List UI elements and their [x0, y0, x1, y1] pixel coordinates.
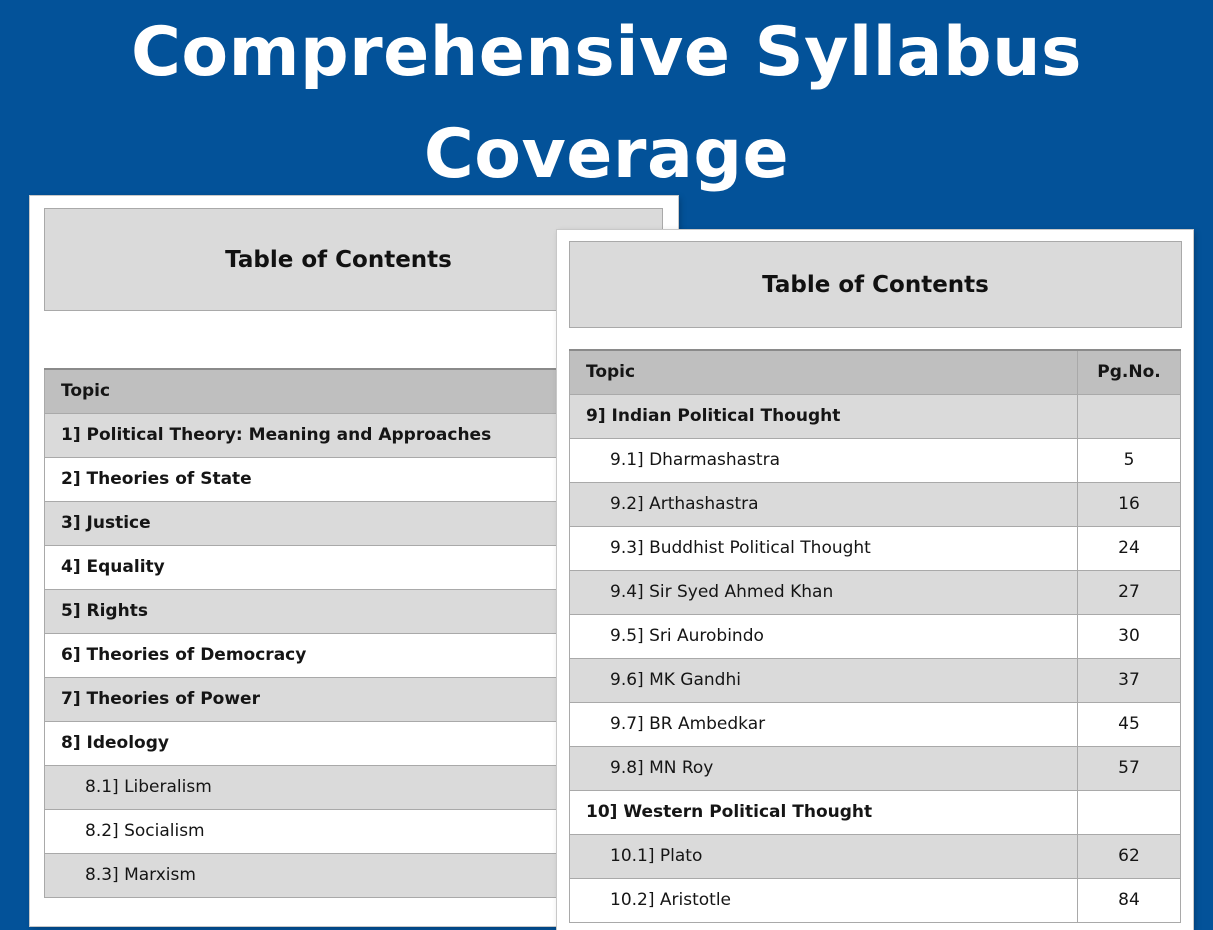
toc-subtopic: 10.1] Plato — [570, 834, 1078, 878]
toc-subtopic: 9.6] MK Gandhi — [570, 658, 1078, 702]
toc-subtopic: 8.3] Marxism — [45, 853, 664, 897]
toc-topic: 8] Ideology — [45, 721, 664, 765]
toc-title-box — [569, 241, 1182, 328]
toc-subtopic: 9.1] Dharmashastra — [570, 438, 1078, 482]
toc-page-number: 62 — [1078, 834, 1181, 878]
toc-subtopic: 8.1] Liberalism — [45, 765, 664, 809]
toc-topic: 4] Equality — [45, 545, 664, 589]
toc-page-number — [1078, 394, 1181, 438]
toc-topic: 6] Theories of Democracy — [45, 633, 664, 677]
column-header-page: Pg.No. — [1078, 350, 1181, 394]
toc-subtopic: 8.2] Socialism — [45, 809, 664, 853]
table-row — [570, 570, 1181, 614]
banner-title-line-2: Coverage — [423, 115, 790, 194]
toc-topic: 5] Rights — [45, 589, 664, 633]
toc-topic: 7] Theories of Power — [45, 677, 664, 721]
toc-title: Table of Contents — [762, 271, 989, 298]
table-row — [570, 702, 1181, 746]
toc-page-number: 27 — [1078, 570, 1181, 614]
table-row — [570, 438, 1181, 482]
toc-subtopic: 10.2] Aristotle — [570, 878, 1078, 922]
banner-title — [0, 0, 1213, 206]
toc-subtopic: 9.8] MN Roy — [570, 746, 1078, 790]
toc-topic: 1] Political Theory: Meaning and Approaches — [45, 413, 664, 457]
toc-page-number: 37 — [1078, 658, 1181, 702]
table-row — [570, 746, 1181, 790]
toc-subtopic: 9.2] Arthashastra — [570, 482, 1078, 526]
toc-page-number — [1078, 790, 1181, 834]
table-row — [570, 658, 1181, 702]
toc-subtopic: 9.3] Buddhist Political Thought — [570, 526, 1078, 570]
table-row — [570, 790, 1181, 834]
toc-page-number: 30 — [1078, 614, 1181, 658]
toc-table — [569, 349, 1181, 923]
table-row — [570, 526, 1181, 570]
toc-topic: 9] Indian Political Thought — [570, 394, 1078, 438]
toc-page-number: 45 — [1078, 702, 1181, 746]
toc-header-row — [570, 350, 1181, 394]
toc-title: Table of Contents — [225, 246, 452, 273]
document-page-front — [557, 230, 1193, 930]
table-row — [570, 878, 1181, 922]
table-row — [570, 482, 1181, 526]
toc-topic: 2] Theories of State — [45, 457, 664, 501]
table-row — [570, 834, 1181, 878]
toc-page-number: 84 — [1078, 878, 1181, 922]
table-row — [570, 394, 1181, 438]
toc-subtopic: 9.7] BR Ambedkar — [570, 702, 1078, 746]
column-header-topic: Topic — [570, 350, 1078, 394]
toc-page-number: 5 — [1078, 438, 1181, 482]
table-row — [570, 614, 1181, 658]
toc-subtopic: 9.4] Sir Syed Ahmed Khan — [570, 570, 1078, 614]
banner-title-line-1: Comprehensive Syllabus — [130, 13, 1082, 92]
toc-page-number: 16 — [1078, 482, 1181, 526]
column-header-topic: Topic — [45, 369, 664, 413]
toc-topic: 3] Justice — [45, 501, 664, 545]
toc-topic: 10] Western Political Thought — [570, 790, 1078, 834]
toc-page-number: 24 — [1078, 526, 1181, 570]
toc-page-number: 57 — [1078, 746, 1181, 790]
toc-subtopic: 9.5] Sri Aurobindo — [570, 614, 1078, 658]
